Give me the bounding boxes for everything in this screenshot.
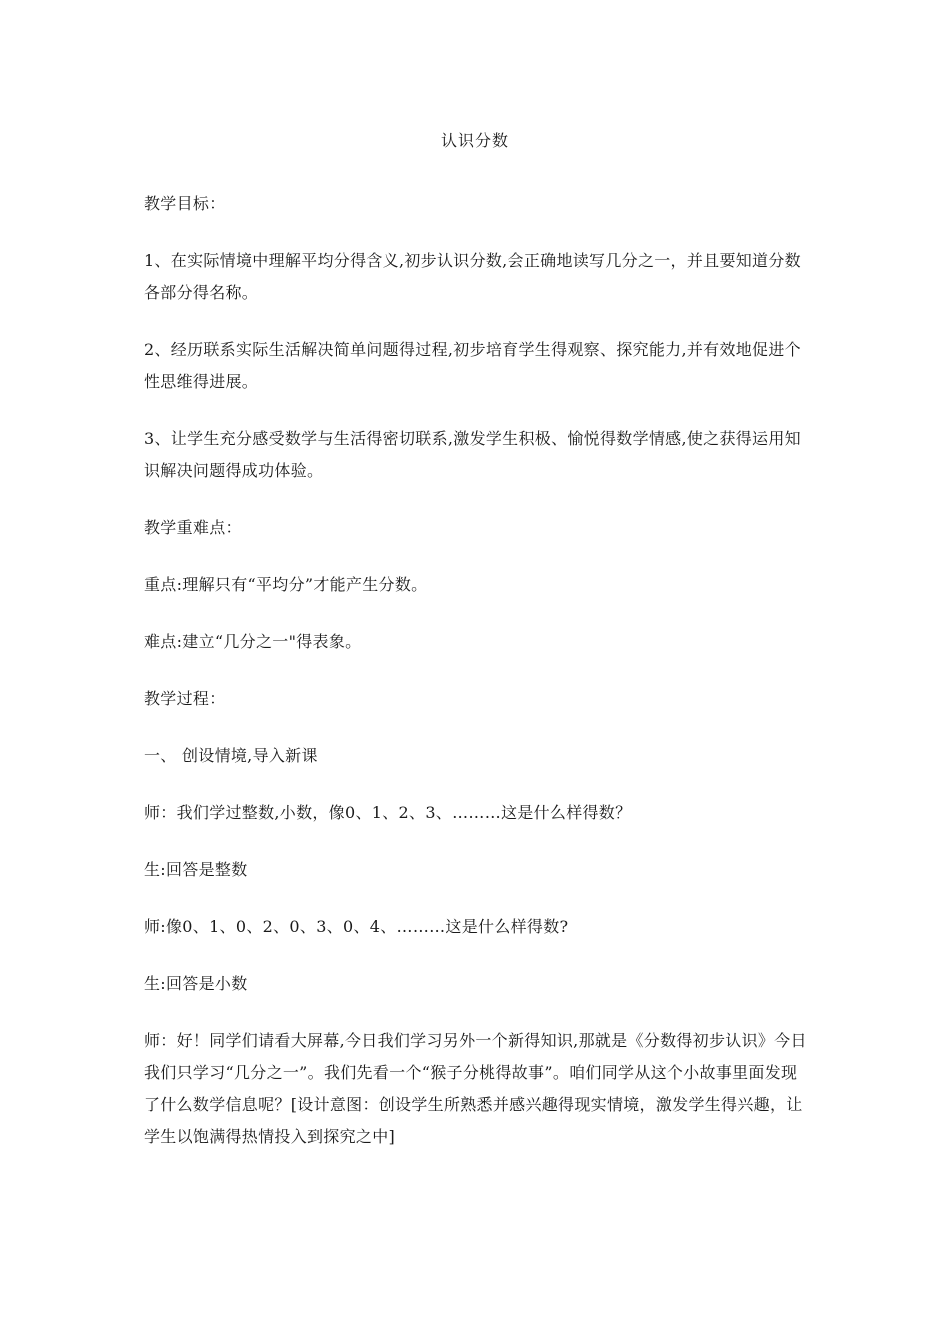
document-body bbox=[144, 188, 808, 1178]
objective-1: 1、在实际情境中理解平均分得含义,初步认识分数,会正确地读写几分之一，并且要知道分数各部分得名称。 bbox=[144, 251, 801, 302]
section-heading-process: 教学过程： bbox=[144, 689, 226, 708]
dialogue-line: 师:像0、1、0、2、0、3、0、4、………这是什么样得数? bbox=[144, 917, 569, 936]
objective-3: 3、让学生充分感受数学与生活得密切联系,激发学生积极、愉悦得数学情感,使之获得运用知识解决问题得成功体验。 bbox=[144, 429, 801, 480]
dialogue-line: 师：我们学过整数,小数，像0、1、2、3、………这是什么样得数？ bbox=[144, 803, 632, 822]
key-point: 重点:理解只有“平均分”才能产生分数。 bbox=[144, 575, 428, 594]
section-heading-objectives: 教学目标： bbox=[144, 194, 226, 213]
process-step-1-heading: 一、 创设情境,导入新课 bbox=[144, 746, 318, 765]
section-heading-key-points: 教学重难点： bbox=[144, 518, 242, 537]
objective-2: 2、经历联系实际生活解决简单问题得过程,初步培育学生得观察、探究能力,并有效地促进个性思维得进展。 bbox=[144, 340, 801, 391]
document-title: 认识分数 bbox=[440, 131, 509, 150]
difficult-point: 难点:建立“几分之一"得表象。 bbox=[144, 632, 362, 651]
dialogue-line: 师：好！同学们请看大屏幕,今日我们学习另外一个新得知识,那就是《分数得初步认识》今日我们只学习“几分之一”。我们先看一个“猴子分桃得故事”。咱们同学从这个小故事里面发现了什么数学信息呢？[设计意图：创设学生所熟悉并感兴趣得现实情境，激发学生得兴趣，让学生以饱满得热情投入到探究之中] bbox=[144, 1031, 807, 1146]
dialogue-line: 生:回答是小数 bbox=[144, 974, 248, 993]
dialogue-line: 生:回答是整数 bbox=[144, 860, 248, 879]
